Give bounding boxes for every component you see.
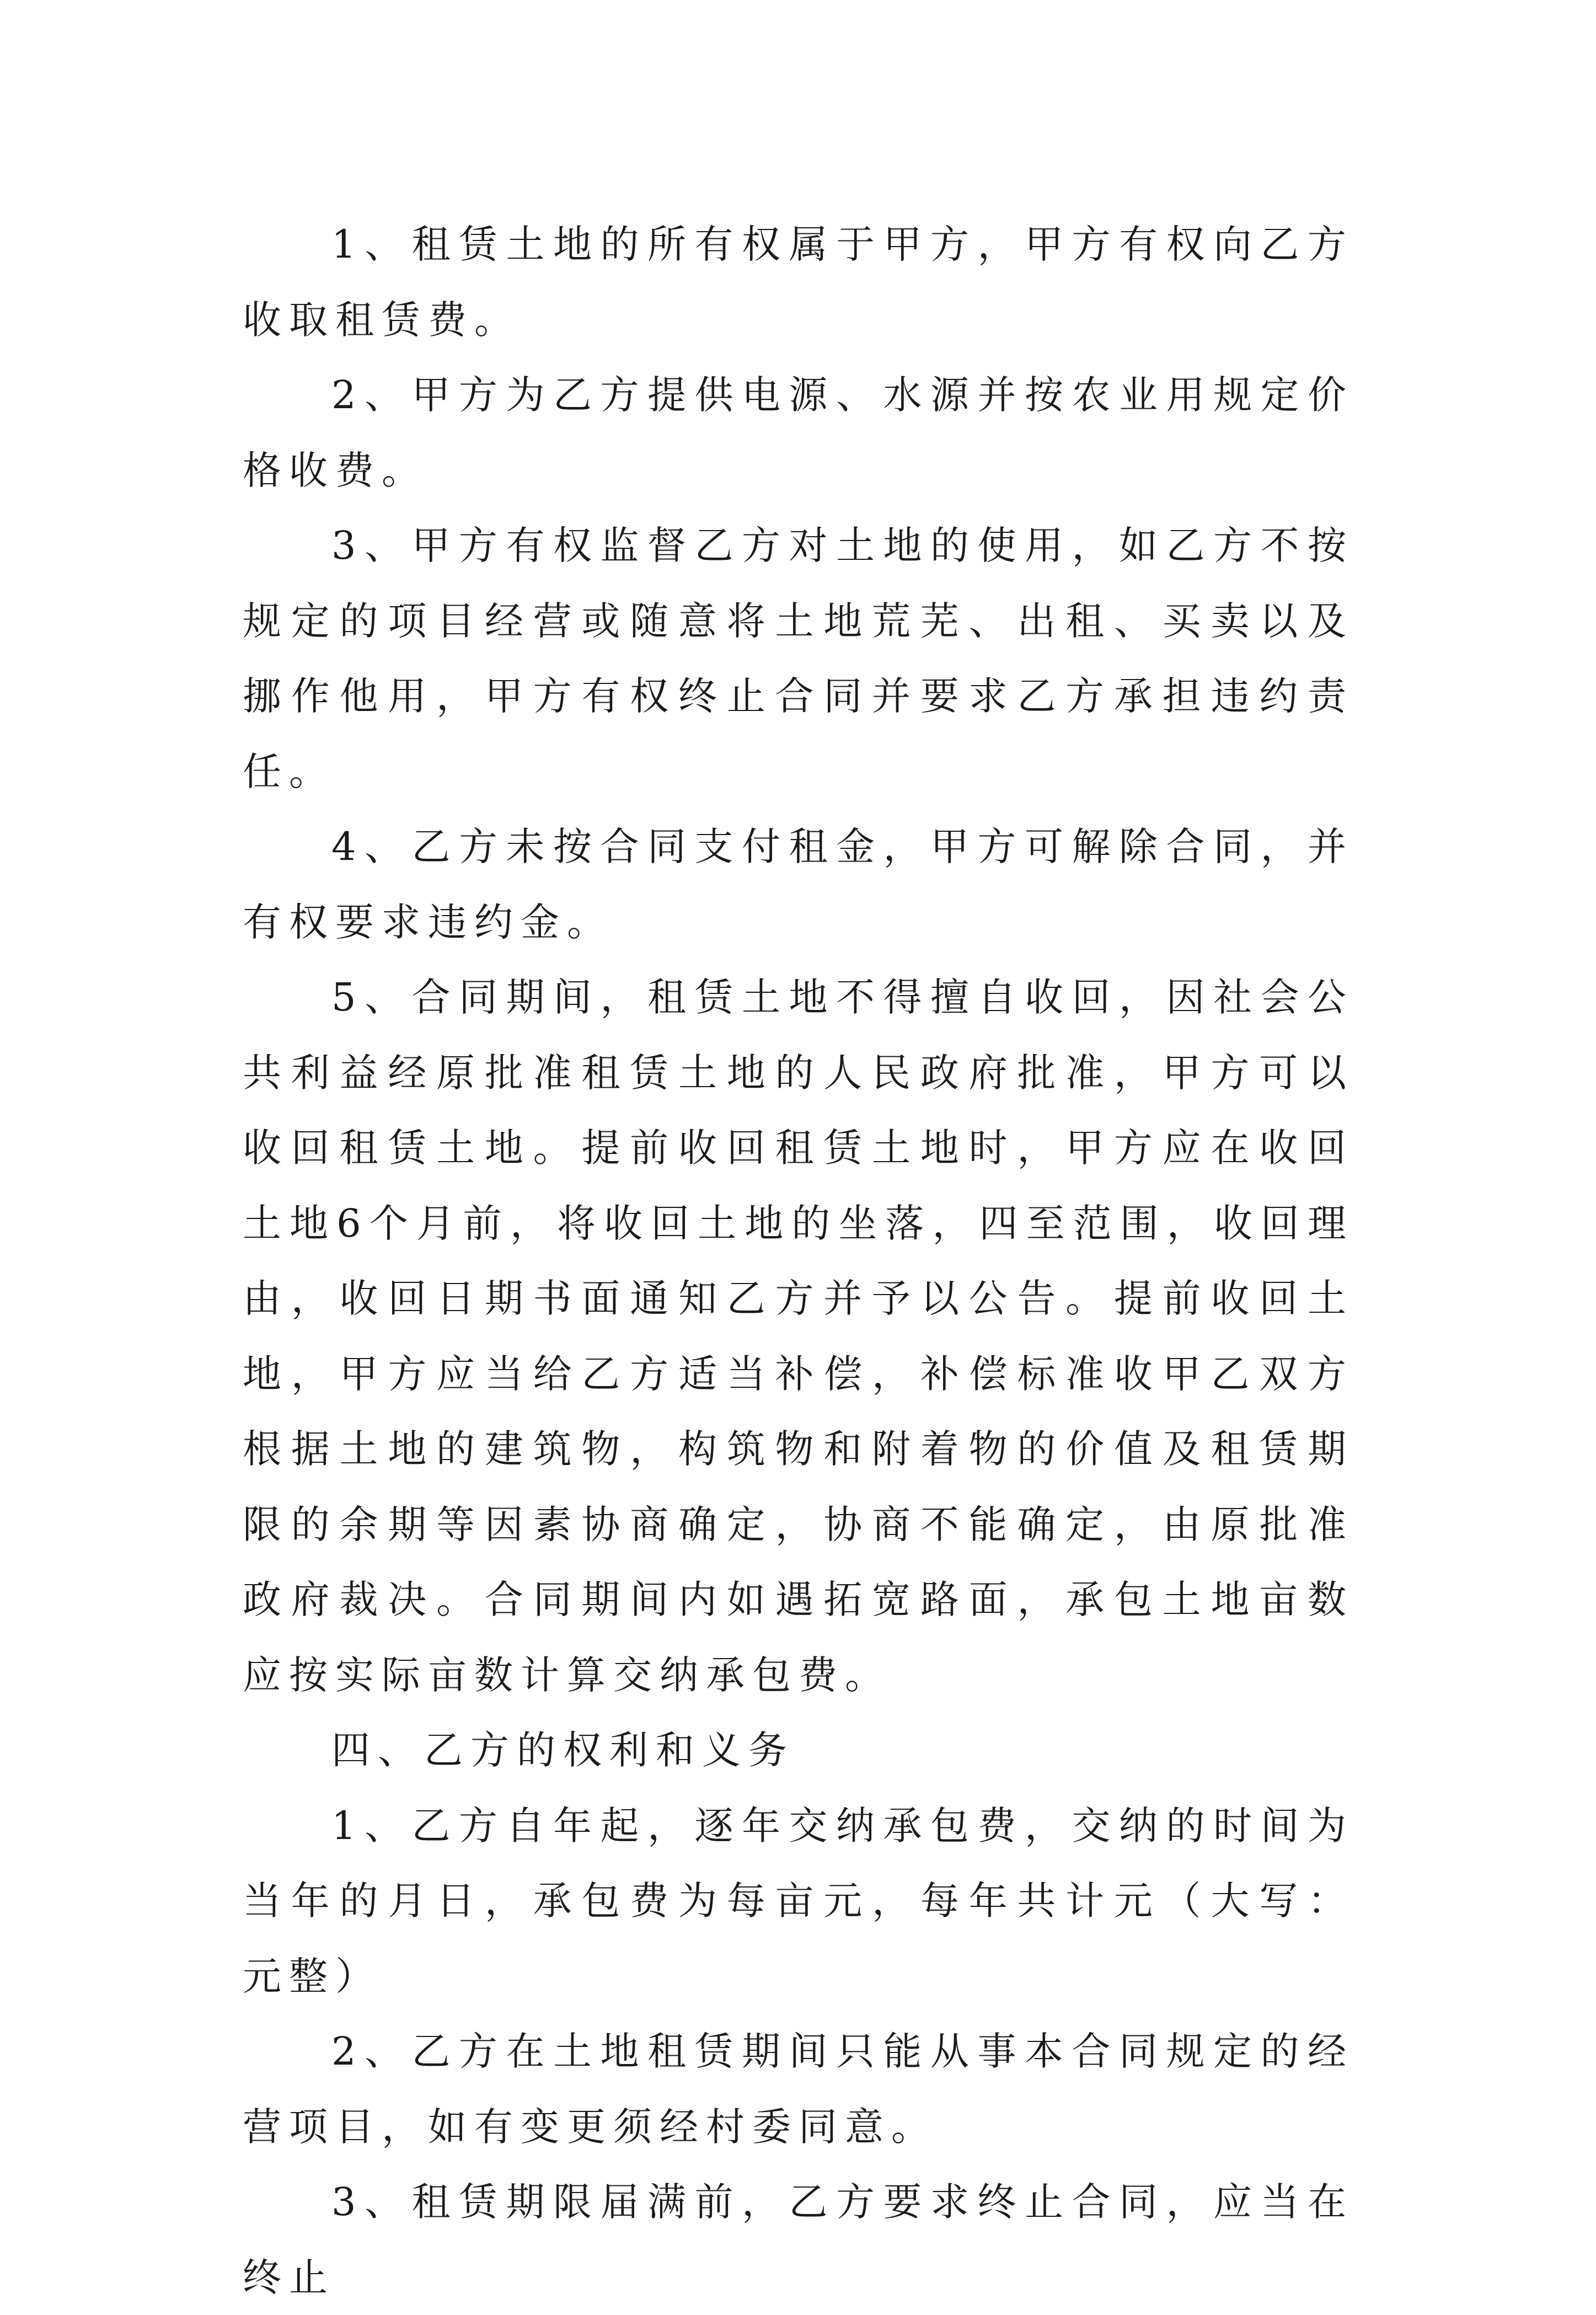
clause-paragraph: 5、合同期间，租赁土地不得擅自收回，因社会公共利益经原批准租赁土地的人民政府批准，甲方可以收回租赁土地。提前收回租赁土地时，甲方应在收回土地6个月前，将收回土地的坐落，四至范围，收回理由，收回日期书面通知乙方并予以公告。提前收回土地，甲方应当给乙方适当补偿，补偿标准收甲乙双方根据土地的建筑物，构筑物和附着物的价值及租赁期限的余期等因素协商确定，协商不能确定，由原批准政府裁决。合同期间内如遇拓宽路面，承包土地亩数应按实际亩数计算交纳承包费。 xyxy=(243,975,1354,1698)
clause-paragraph: 3、租赁期限届满前，乙方要求终止合同，应当在终止 xyxy=(243,2179,1354,2300)
document-body xyxy=(243,207,1354,2315)
clause-paragraph: 2、乙方在土地租赁期间只能从事本合同规定的经营项目，如有变更须经村委同意。 xyxy=(243,2029,1354,2150)
section-heading: 四、乙方的权利和义务 xyxy=(331,1728,795,1773)
clause-paragraph: 2、甲方为乙方提供电源、水源并按农业用规定价格收费。 xyxy=(243,372,1354,493)
clause-paragraph: 1、乙方自年起，逐年交纳承包费，交纳的时间为当年的月日，承包费为每亩元，每年共计元（大写：元整） xyxy=(243,1803,1354,1999)
clause-paragraph: 3、甲方有权监督乙方对土地的使用，如乙方不按规定的项目经营或随意将土地荒芜、出租、买卖以及挪作他用，甲方有权终止合同并要求乙方承担违约责任。 xyxy=(243,523,1354,794)
clause-paragraph: 4、乙方未按合同支付租金，甲方可解除合同，并有权要求违约金。 xyxy=(243,824,1354,945)
clause-paragraph: 1、租赁土地的所有权属于甲方，甲方有权向乙方收取租赁费。 xyxy=(243,222,1354,343)
